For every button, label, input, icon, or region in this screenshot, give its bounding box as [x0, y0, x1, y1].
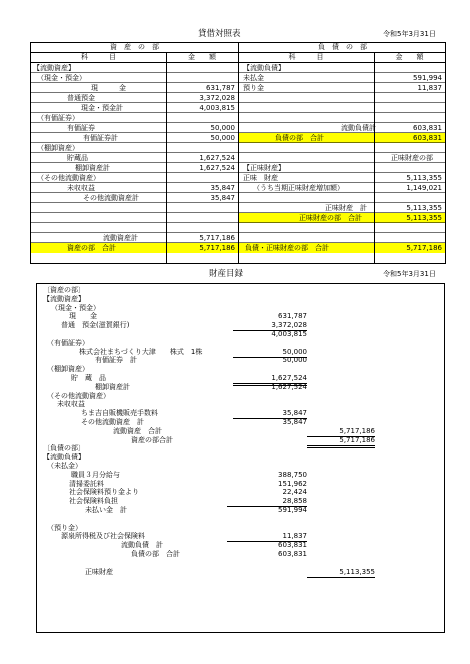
- subject-col-header: 科 目: [81, 53, 116, 61]
- asset-label: （現金・預金）: [37, 74, 86, 82]
- row-line: [238, 122, 445, 123]
- inventory-amount-col-c: 5,717,186: [307, 428, 375, 437]
- inventory-label: （未払金）: [47, 462, 82, 470]
- asset-label: （その他流動資産）: [37, 174, 100, 182]
- row-line: [31, 112, 238, 113]
- inventory-label: 流動資産 合計: [113, 426, 162, 435]
- liabilities-header: 負 債 の 部: [318, 43, 367, 51]
- inventory-amount-col-b: 1,627,524: [271, 382, 307, 391]
- liability-amount: 5,717,186: [406, 244, 442, 252]
- inventory-label: （その他流動資産）: [47, 391, 110, 400]
- row-line: [31, 192, 238, 193]
- asset-label: その他流動資産計: [83, 194, 139, 202]
- row-line: [31, 92, 238, 93]
- asset-amount: 5,717,186: [199, 244, 235, 252]
- asset-amount: 35,847: [210, 194, 235, 202]
- row-line: [31, 132, 238, 133]
- asset-amount: 5,717,186: [199, 234, 235, 242]
- liability-label: 未払金: [243, 74, 264, 82]
- inventory-amount-col-b: 603,831: [278, 550, 307, 558]
- row-line: [238, 82, 445, 83]
- liability-amount: 603,831: [413, 134, 442, 142]
- inventory-amount-col-a: 11,837: [227, 533, 307, 542]
- inventory-label: 棚卸資産計: [95, 382, 130, 391]
- inventory-label: 流動負債 計: [121, 541, 163, 550]
- inventory-label: 源泉所得税及び社会保険料: [61, 532, 145, 541]
- liability-label: 正味 財産: [243, 174, 278, 182]
- row-line: [238, 92, 445, 93]
- liability-amount: 5,113,355: [406, 174, 442, 182]
- liability-label: 流動負債計: [341, 124, 376, 132]
- inventory-label: 現 金: [69, 312, 97, 321]
- asset-label: 貯蔵品: [67, 154, 88, 162]
- inventory-amount-col-a: 591,994: [278, 506, 307, 514]
- liability-label: 正味財産の部 合計: [299, 214, 362, 222]
- balance-sheet-table: [30, 42, 446, 264]
- asset-label: 資産の部 合計: [67, 244, 116, 252]
- asset-label: 有価証券計: [83, 134, 118, 142]
- inventory-label: 普通 預金(滋賀銀行): [61, 321, 130, 330]
- inventory-label: その他流動資産 計: [81, 418, 144, 426]
- inventory-amount-col-a: 388,750: [278, 470, 307, 479]
- inventory-label: （現金・預金）: [51, 303, 100, 312]
- asset-amount: 3,372,028: [199, 94, 235, 102]
- asset-label: 普通預金: [67, 94, 95, 102]
- liability-label: 正味財産の部: [391, 154, 433, 162]
- inventory-amount-col-b: 35,847: [282, 418, 307, 426]
- inventory-label: 〔負債の部〕: [43, 444, 85, 453]
- liability-label: 【流動負債】: [243, 64, 285, 72]
- row-line: [238, 152, 445, 153]
- row-line: [31, 182, 238, 183]
- row-line: [238, 242, 445, 243]
- asset-label: （有価証券）: [37, 114, 79, 122]
- inventory-label: 【流動資産】: [43, 294, 85, 303]
- inventory-title: 財産目録: [209, 269, 244, 279]
- inventory-label: 職員３月分給与: [71, 470, 120, 479]
- liability-label: 【正味財産】: [243, 164, 285, 172]
- asset-amount: 1,627,524: [199, 164, 235, 172]
- inventory-amount-col-b: 50,000: [233, 349, 307, 358]
- inventory-amount-col-c: 5,113,355: [307, 569, 375, 578]
- row-line: [238, 222, 445, 223]
- balance-sheet-date: 令和5年3月31日: [383, 30, 436, 38]
- inventory-label: 未払い金 計: [85, 506, 127, 514]
- asset-amount: 631,787: [206, 84, 235, 92]
- amount-col-header: 金 額: [188, 53, 216, 61]
- asset-amount: 50,000: [210, 134, 235, 142]
- liability-amount: 1,149,021: [406, 184, 442, 192]
- inventory-amount-col-a: 151,962: [278, 479, 307, 488]
- asset-label: 未収収益: [67, 184, 95, 192]
- row-line: [31, 222, 238, 223]
- liability-amount: 5,113,355: [406, 214, 442, 222]
- inventory-label: 社会保険料預り金より: [69, 488, 139, 497]
- row-line: [31, 102, 238, 103]
- inventory-amount-col-b: 3,372,028: [233, 322, 307, 331]
- amount-col-header: 金 額: [395, 53, 424, 61]
- liability-label: 正味財産 計: [325, 204, 367, 212]
- inventory-label: 【流動負債】: [43, 453, 85, 462]
- inventory-date: 令和5年3月31日: [383, 270, 436, 278]
- subject-col-header: 科 目: [288, 53, 324, 61]
- row-line: [238, 232, 445, 233]
- inventory-label: 清掃委託料: [69, 479, 104, 488]
- liability-label: 預り金: [243, 84, 264, 92]
- row-line: [31, 172, 238, 173]
- row-line: [31, 152, 238, 153]
- row-line: [238, 142, 445, 143]
- inventory-label: 負債の部 合計: [131, 550, 180, 558]
- row-line: [238, 192, 445, 193]
- inventory-amount-col-b: 4,003,815: [271, 330, 307, 338]
- inventory-amount-col-a: 28,858: [227, 498, 307, 507]
- asset-label: 現金・預金計: [81, 104, 123, 112]
- inventory-amount-col-a: 22,424: [282, 488, 307, 497]
- inventory-label: 貯 蔵 品: [71, 374, 106, 382]
- row-line: [238, 212, 445, 213]
- center-divider: [238, 43, 239, 263]
- row-line: [31, 212, 238, 213]
- inventory-label: （預り金）: [47, 523, 82, 532]
- liability-amount: 11,837: [417, 84, 442, 92]
- inventory-label: 未収収益: [57, 400, 85, 409]
- inventory-label: （有価証券）: [47, 338, 89, 347]
- inventory-amount-col-c: 5,717,186: [307, 437, 375, 448]
- inventory-amount-col-b: 35,847: [233, 410, 307, 419]
- asset-amount: 4,003,815: [199, 104, 235, 112]
- asset-amount: 1,627,524: [199, 154, 235, 162]
- inventory-table: [36, 283, 445, 633]
- inventory-label: 社会保険料負担: [69, 497, 118, 506]
- row-line: [31, 72, 238, 73]
- liability-label: （うち当期正味財産増加額）: [253, 184, 344, 192]
- liability-amount: 5,113,355: [406, 204, 442, 212]
- liability-label: 負債・正味財産の部 合計: [245, 244, 329, 252]
- inventory-label: 有価証券 計: [95, 356, 137, 365]
- assets-header: 資 産 の 部: [110, 43, 159, 51]
- asset-label: 流動資産計: [103, 234, 138, 242]
- row-line: [31, 142, 238, 143]
- liability-label: 負債の部 合計: [275, 134, 324, 142]
- inventory-label: 〔資産の部〕: [43, 286, 85, 294]
- row-line: [238, 132, 445, 133]
- asset-label: 現 金: [91, 84, 126, 92]
- asset-amount: 35,847: [210, 184, 235, 192]
- row-line: [238, 172, 445, 173]
- row-line: [31, 202, 238, 203]
- row-line: [238, 202, 445, 203]
- row-line: [238, 112, 445, 113]
- asset-label: 有価証券: [67, 124, 95, 132]
- liability-amount: 591,994: [413, 74, 442, 82]
- inventory-label: （棚卸資産）: [47, 365, 89, 374]
- row-line: [238, 182, 445, 183]
- row-line: [238, 102, 445, 103]
- row-line: [31, 82, 238, 83]
- asset-amount: 50,000: [210, 124, 235, 132]
- asset-label: （棚卸資産）: [37, 144, 79, 152]
- row-line: [31, 242, 238, 243]
- row-line: [238, 162, 445, 163]
- inventory-label: 資産の部合計: [131, 435, 173, 444]
- row-line: [31, 162, 238, 163]
- inventory-label: 株式会社まちづくり大津 株式 1株: [79, 347, 203, 356]
- asset-label: 棚卸資産計: [75, 164, 110, 172]
- inventory-amount-col-b: 1,627,524: [233, 375, 307, 386]
- row-line: [31, 122, 238, 123]
- inventory-label: ちま吉自販機販売手数料: [81, 409, 158, 418]
- balance-sheet-title: 貸借対照表: [198, 29, 241, 39]
- inventory-label: 正味財産: [85, 567, 113, 576]
- row-line: [31, 232, 238, 233]
- row-line: [238, 72, 445, 73]
- inventory-amount-col-b: 603,831: [278, 541, 307, 550]
- inventory-amount-col-b: 50,000: [282, 356, 307, 365]
- liability-amount: 603,831: [413, 124, 442, 132]
- inventory-amount-col-b: 631,787: [278, 312, 307, 321]
- asset-label: 【流動資産】: [33, 64, 75, 72]
